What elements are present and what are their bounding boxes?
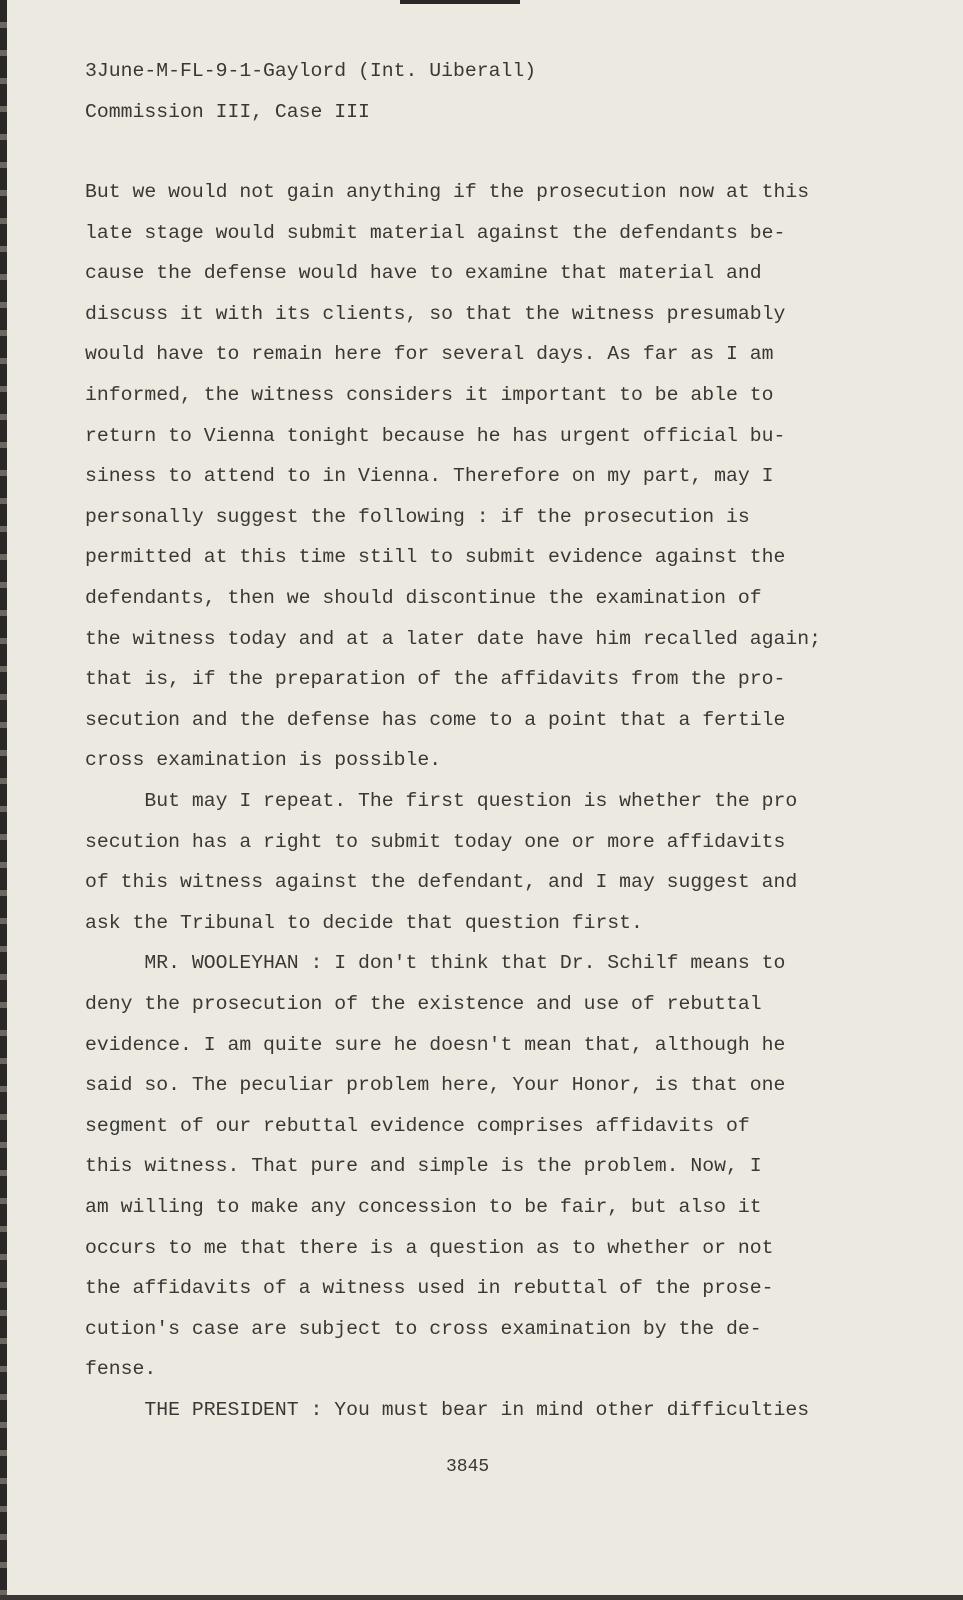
bottom-edge xyxy=(0,1595,963,1600)
text-line: cross examination is possible. xyxy=(85,749,442,772)
text-line: But we would not gain anything if the prosecution now at this xyxy=(85,181,810,203)
text-line: said so. The peculiar problem here, Your Honor, is that one xyxy=(85,1074,786,1097)
text-line: defendants, then we should discontinue the examination of xyxy=(85,587,762,609)
case-title: Commission III, Case III xyxy=(85,101,370,123)
binding-edge xyxy=(0,0,7,1600)
text-line: the witness today and at a later date have him recalled again; xyxy=(85,627,821,650)
text-line: evidence. I am quite sure he doesn't mean that, although he xyxy=(85,1033,786,1056)
text-line: would have to remain here for several days. As far as I am xyxy=(85,343,774,366)
text-line: that is, if the preparation of the affidavits from the pro- xyxy=(85,668,786,691)
page-number: 3845 xyxy=(446,1457,490,1477)
text-line: am willing to make any concession to be fair, but also it xyxy=(85,1196,762,1218)
top-edge-mark xyxy=(400,0,520,4)
text-line: cution's case are subject to cross examination by the de- xyxy=(85,1317,762,1340)
text-line: of this witness against the defendant, and I may suggest and xyxy=(85,871,798,894)
text-line: secution has a right to submit today one or more affidavits xyxy=(85,830,786,853)
text-line: siness to attend to in Vienna. Therefore on my part, may I xyxy=(85,465,774,488)
text-line: MR. WOOLEYHAN : I don't think that Dr. Schilf means to xyxy=(85,952,786,975)
text-line: fense. xyxy=(85,1358,157,1381)
text-line: this witness. That pure and simple is the problem. Now, I xyxy=(85,1155,762,1178)
text-line: secution and the defense has come to a point that a fertile xyxy=(85,708,786,731)
text-line: segment of our rebuttal evidence comprises affidavits of xyxy=(85,1114,750,1137)
text-line: the affidavits of a witness used in rebuttal of the prose- xyxy=(85,1277,774,1300)
text-line: cause the defense would have to examine that material and xyxy=(85,262,762,285)
text-line: discuss it with its clients, so that the witness presumably xyxy=(85,302,786,325)
text-line: But may I repeat. The first question is whether the pro xyxy=(85,790,798,812)
text-line: occurs to me that there is a question as to whether or not xyxy=(85,1236,774,1259)
text-line: personally suggest the following : if the prosecution is xyxy=(85,505,750,528)
text-line: permitted at this time still to submit evidence against the xyxy=(85,546,786,569)
text-line: THE PRESIDENT : You must bear in mind other difficulties xyxy=(85,1399,810,1421)
text-line: deny the prosecution of the existence and use of rebuttal xyxy=(85,993,762,1015)
text-line: informed, the witness considers it important to be able to xyxy=(85,384,774,406)
text-line: ask the Tribunal to decide that question first. xyxy=(85,911,643,934)
text-line: return to Vienna tonight because he has urgent official bu- xyxy=(85,424,786,447)
text-line: late stage would submit material against the defendants be- xyxy=(85,221,786,244)
document-reference: 3June-M-FL-9-1-Gaylord (Int. Uiberall) xyxy=(85,60,537,82)
